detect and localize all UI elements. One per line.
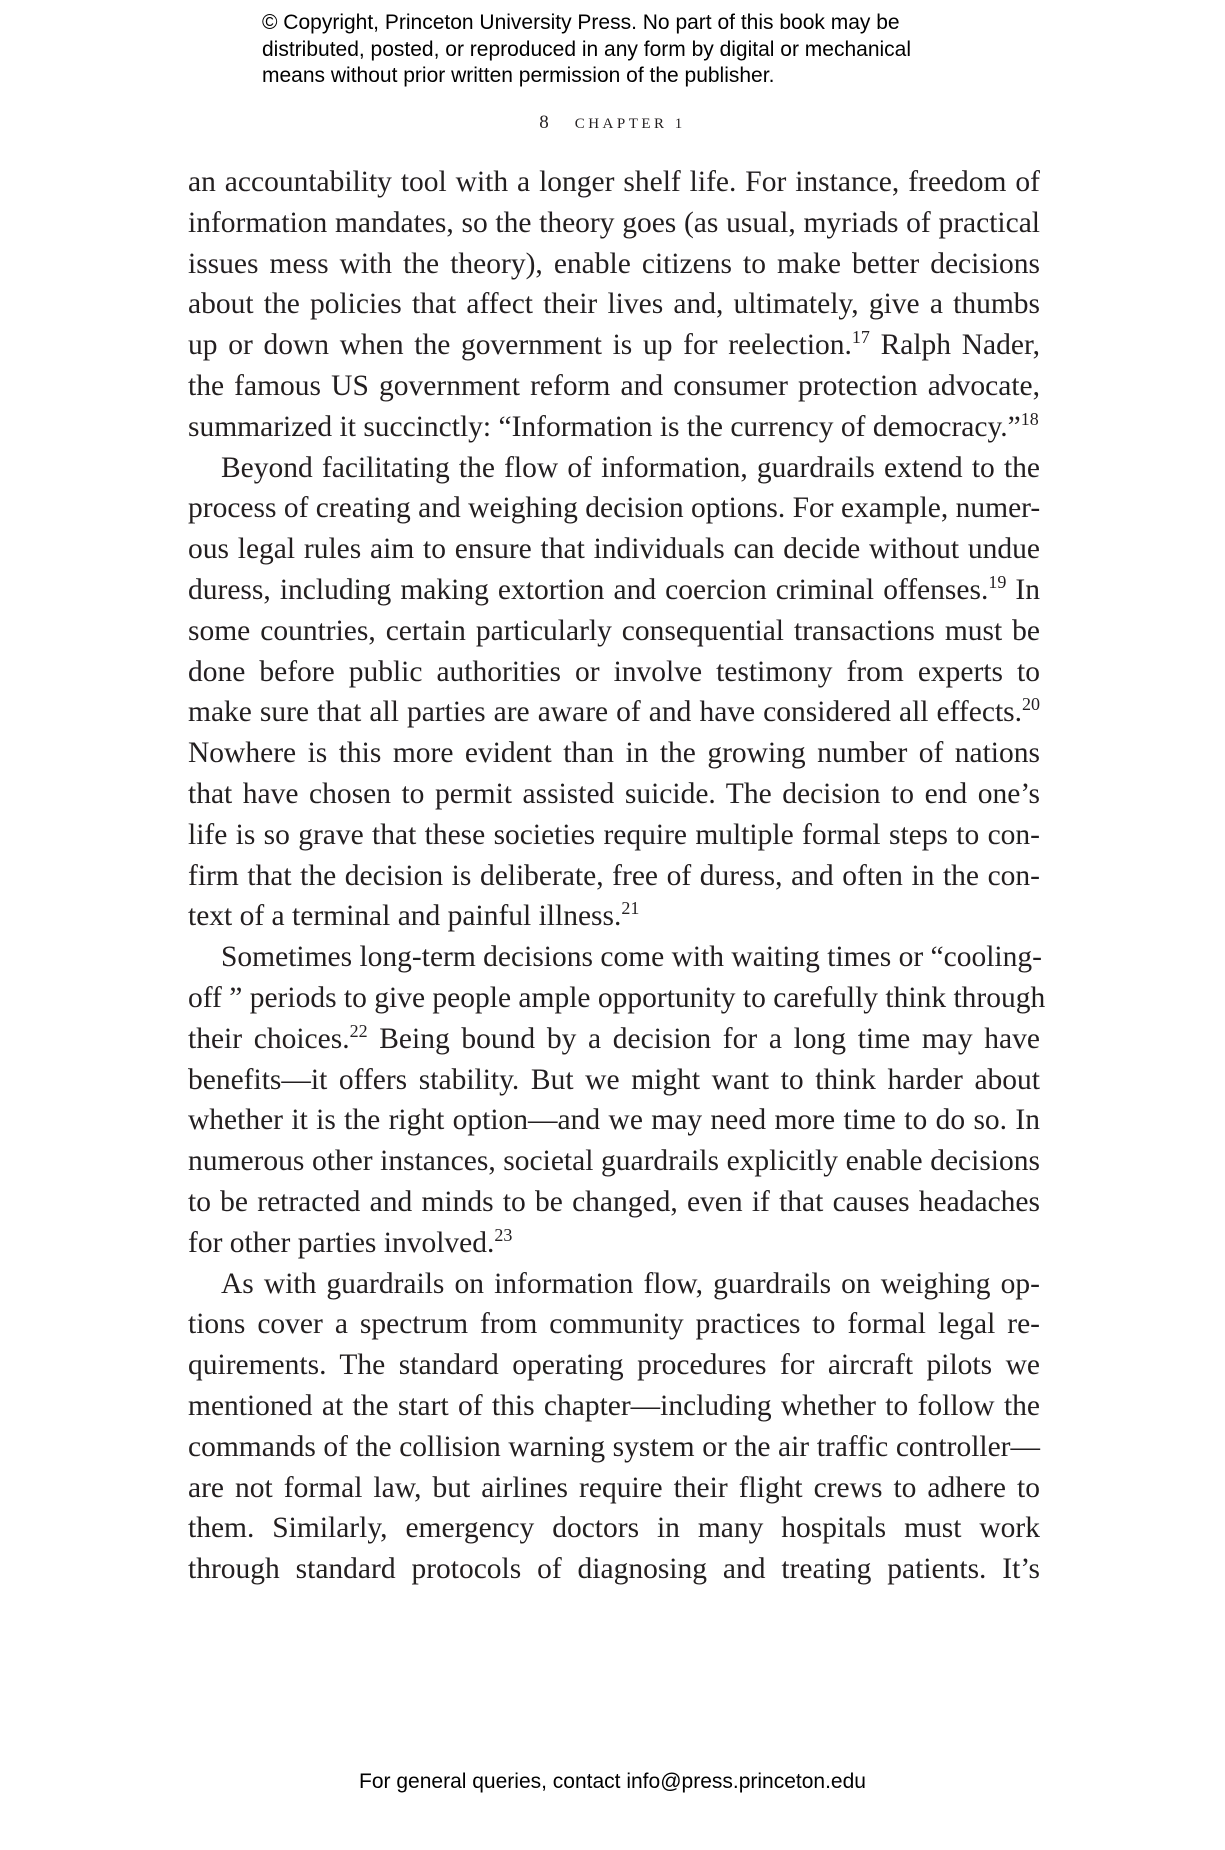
text-line: that have chosen to permit assisted suicide. The decision to end one’s — [188, 777, 1040, 810]
text-line: Sometimes long-term decisions come with waiting times or “cooling- — [221, 941, 1042, 974]
copyright-notice — [262, 10, 982, 90]
text-line: Beyond facilitating the flow of information, guardrails extend to the — [221, 451, 1040, 484]
footnote-ref[interactable]: 20 — [1022, 694, 1040, 715]
chapter-label: CHAPTER 1 — [574, 116, 686, 132]
text-line: an accountability tool with a longer shelf life. For instance, freedom of — [188, 166, 1040, 198]
footer-contact: For general queries, contact info@press.princeton.edu — [359, 1770, 866, 1793]
text-line: are not formal law, but airlines require their flight crews to adhere to — [188, 1471, 1040, 1504]
text-line: whether it is the right option—and we may need more time to do so. In — [188, 1104, 1040, 1137]
text-line: done before public authorities or involve testimony from experts to — [188, 655, 1040, 688]
text-line: about the policies that affect their lives and, ultimately, give a thumbs — [188, 288, 1040, 321]
text-line: the famous US government reform and consumer protection advocate, — [188, 369, 1040, 402]
text-line: through standard protocols of diagnosing and treating patients. It’s — [188, 1553, 1040, 1586]
text-line: for other parties involved.$^{23}$ — [188, 1224, 513, 1259]
running-head — [0, 112, 1225, 134]
copyright-line: distributed, posted, or reproduced in any form by digital or mechanical — [262, 37, 912, 61]
text-line: As with guardrails on information flow, guardrails on weighing op- — [221, 1267, 1040, 1300]
text-line: commands of the collision warning system or the air traffic controller— — [188, 1430, 1040, 1463]
footnote-ref[interactable]: 17 — [851, 327, 870, 348]
text-line: to be retracted and minds to be changed, even if that causes headaches — [188, 1185, 1040, 1218]
text-line: make sure that all parties are aware of and have considered all effects.$^{20}$ — [188, 694, 1040, 729]
text-line: off ” periods to give people ample opportunity to carefully think through — [188, 981, 1046, 1014]
text-line: life is so grave that these societies require multiple formal steps to con- — [188, 818, 1040, 851]
text-line: mentioned at the start of this chapter—including whether to follow the — [188, 1389, 1040, 1422]
text-line: some countries, certain particularly consequential transactions must be — [188, 614, 1040, 647]
text-line: tions cover a spectrum from community practices to formal legal re- — [188, 1308, 1040, 1341]
text-line: summarized it succinctly: “Information is the currency of democracy.”$^{18}$ — [188, 408, 1039, 443]
footnote-ref[interactable]: 19 — [988, 571, 1007, 592]
text-line: up or down when the government is up for reelection.$^{17}$ Ralph Nader, — [188, 327, 1040, 362]
text-line: issues mess with the theory), enable citizens to make better decisions — [188, 247, 1040, 280]
footnote-ref[interactable]: 21 — [621, 898, 640, 919]
text-line: text of a terminal and painful illness.$^{21}$ — [188, 898, 640, 933]
footnote-ref[interactable]: 23 — [494, 1224, 513, 1245]
text-line: their choices.$^{22}$ Being bound by a decision for a long time may have — [188, 1020, 1040, 1055]
text-line: information mandates, so the theory goes (as usual, myriads of practical — [188, 206, 1040, 239]
text-line: duress, including making extortion and coercion criminal offenses.$^{19}$ In — [188, 571, 1040, 606]
text-line: firm that the decision is deliberate, free of duress, and often in the con- — [188, 859, 1040, 892]
copyright-line: means without prior written permission of the publisher. — [262, 64, 775, 87]
page-number: 8 — [539, 112, 549, 133]
text-line: benefits—it offers stability. But we might want to think harder about — [188, 1063, 1040, 1096]
footnote-ref[interactable]: 22 — [349, 1020, 368, 1041]
copyright-line: © Copyright, Princeton University Press. No part of this book may be — [262, 11, 900, 34]
text-line: quirements. The standard operating procedures for aircraft pilots we — [188, 1349, 1040, 1382]
text-line: Nowhere is this more evident than in the growing number of nations — [188, 737, 1040, 770]
text-line: ous legal rules aim to ensure that individuals can decide without undue — [188, 533, 1040, 566]
footnote-ref[interactable]: 18 — [1020, 408, 1039, 429]
body-text — [188, 162, 1046, 1590]
text-line: numerous other instances, societal guardrails explicitly enable decisions — [188, 1145, 1040, 1178]
text-line: process of creating and weighing decision options. For example, numer- — [188, 492, 1041, 525]
text-line: them. Similarly, emergency doctors in many hospitals must work — [188, 1512, 1040, 1545]
